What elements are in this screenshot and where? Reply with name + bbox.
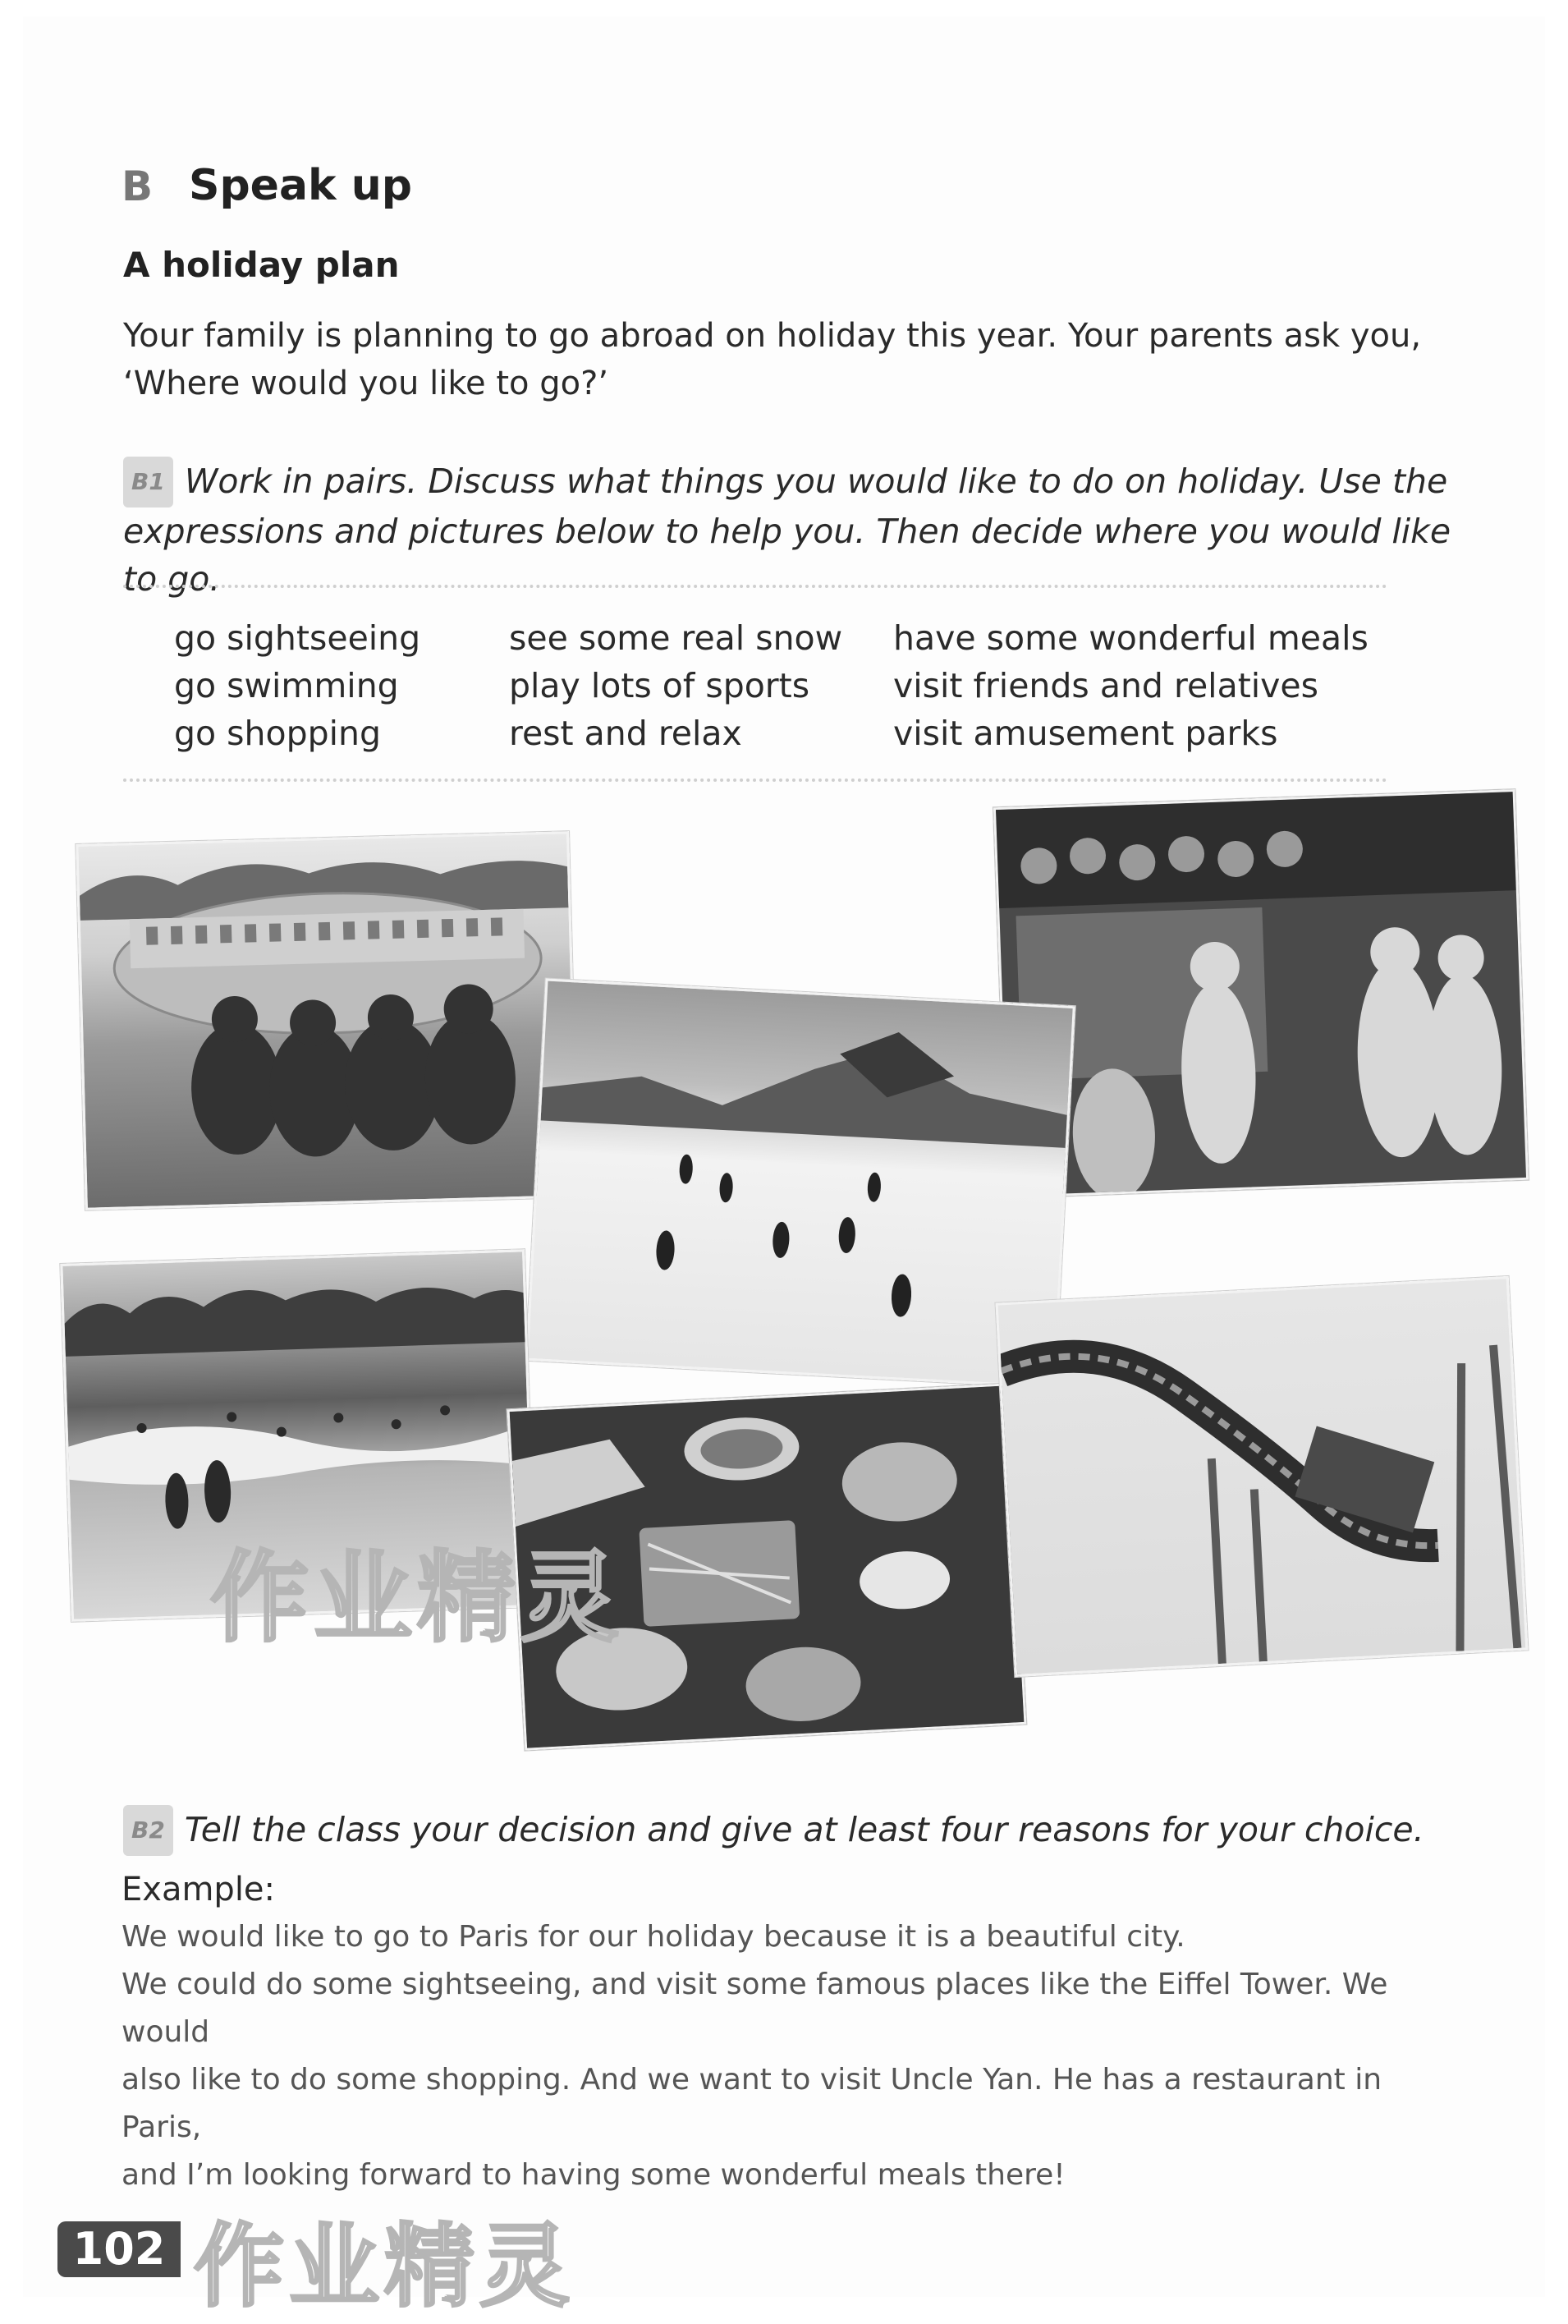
expressions-column-2 <box>509 614 842 757</box>
section-letter: B <box>121 163 154 210</box>
watermark-footer: 作业精灵 <box>194 2214 575 2319</box>
souvenir-shop-photo <box>993 789 1529 1198</box>
intro-paragraph: Your family is planning to go abroad on holiday this year. Your parents ask you, ‘Where would you like to go?’ <box>123 317 1422 402</box>
ski-illustration <box>528 981 1072 1386</box>
watermark-center: 作业精灵 <box>210 1541 624 1656</box>
shop-illustration <box>996 792 1526 1196</box>
example-line: We could do some sightseeing, and visit some famous places like the Eiffel Tower. We would <box>121 1968 1388 2049</box>
colosseum-illustration <box>78 834 575 1207</box>
coaster-illustration <box>998 1279 1526 1674</box>
example-line: also like to do some shopping. And we want to visit Uncle Yan. He has a restaurant in Paris, <box>121 2063 1382 2144</box>
task-b2-badge: B2 <box>123 1805 173 1856</box>
expressions-bottom-divider <box>123 778 1387 782</box>
task-b2-text: Tell the class your decision and give at least four reasons for your choice. <box>184 1810 1424 1849</box>
expressions-column-1 <box>174 614 420 757</box>
task-b1 <box>123 457 1478 603</box>
expression-item: visit amusement parks <box>893 714 1278 753</box>
page-number: 102 <box>57 2221 181 2277</box>
expression-item: go swimming <box>174 666 399 705</box>
expression-item: visit friends and relatives <box>893 666 1319 705</box>
roller-coaster-photo <box>995 1276 1528 1677</box>
example-label: Example: <box>121 1871 276 1908</box>
activity-subtitle: A holiday plan <box>123 245 400 285</box>
task-b1-text: Work in pairs. Discuss what things you would like to do on holiday. Use the expressions and pictures below to help you. Then decide where you would like to go. <box>123 462 1451 599</box>
expression-item: rest and relax <box>509 714 742 753</box>
colosseum-photo <box>76 831 578 1210</box>
task-b1-badge: B1 <box>123 457 173 508</box>
section-title: Speak up <box>189 161 412 210</box>
expression-item: go sightseeing <box>174 618 421 658</box>
expression-item: have some wonderful meals <box>893 618 1369 658</box>
expression-item: play lots of sports <box>509 666 810 705</box>
expressions-top-divider <box>123 585 1387 588</box>
ski-slope-photo <box>525 978 1075 1388</box>
expression-item: go shopping <box>174 714 382 753</box>
task-b2 <box>123 1805 1478 1856</box>
example-line: and I’m looking forward to having some wonderful meals there! <box>121 2158 1066 2192</box>
expressions-column-3 <box>893 614 1369 757</box>
example-line: We would like to go to Paris for our holiday because it is a beautiful city. <box>121 1920 1185 1954</box>
example-text <box>121 1913 1468 2199</box>
expression-item: see some real snow <box>509 618 843 658</box>
